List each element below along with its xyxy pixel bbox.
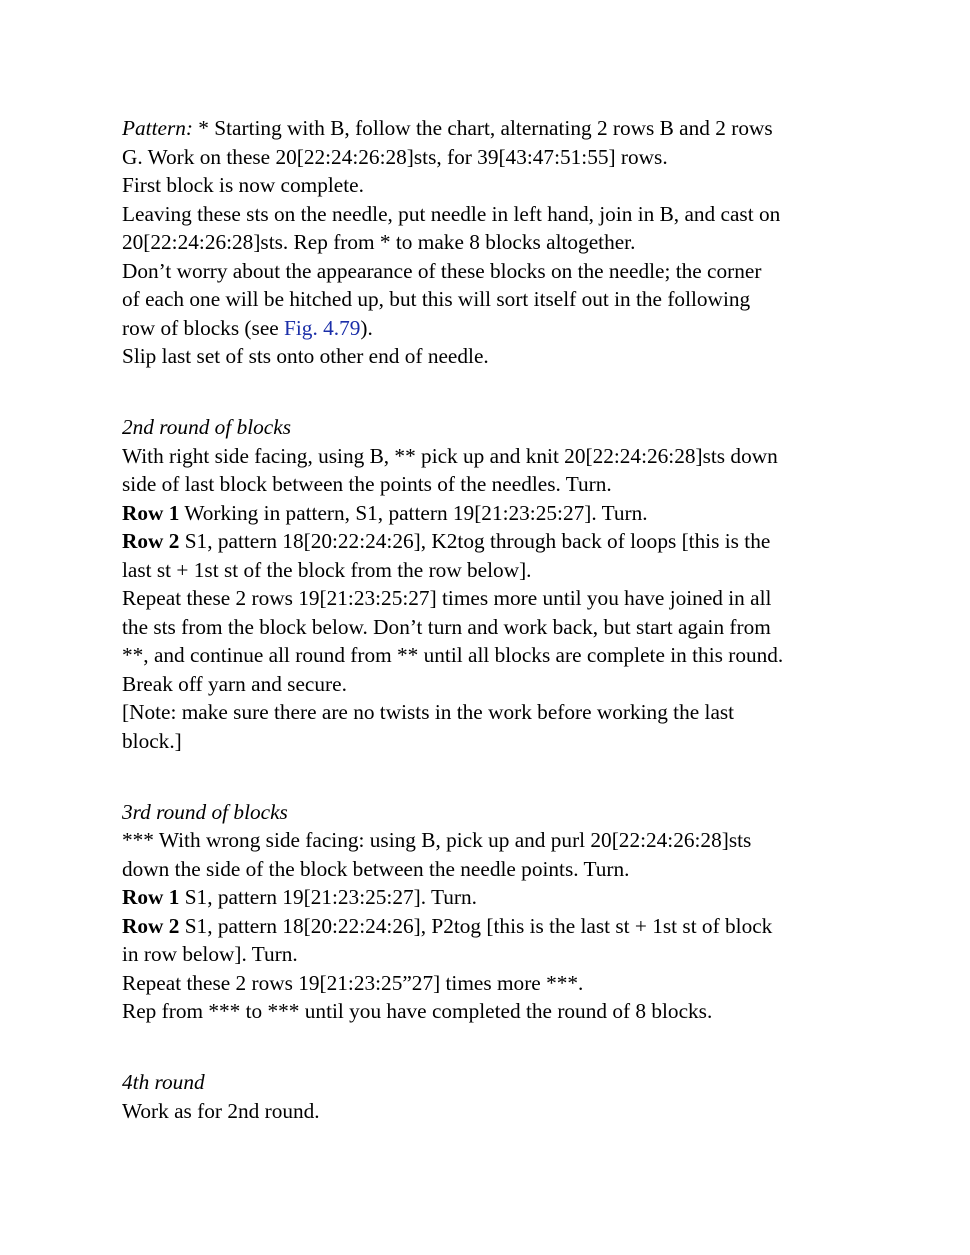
second-round-repeat-line: **, and continue all round from ** until all blocks are complete in this round. (122, 643, 784, 667)
third-round-intro-line: *** With wrong side facing: using B, pick up and purl 20[22:24:26:28]sts (122, 828, 752, 852)
figure-reference-line (122, 314, 862, 343)
third-round-closing-line: Repeat these 2 rows 19[21:23:25”27] times more ***. (122, 970, 584, 995)
pattern-text-line: Don’t worry about the appearance of these blocks on the needle; the corner (122, 258, 762, 283)
figure-link[interactable]: Fig. 4.79 (284, 315, 361, 340)
pattern-text-line: First block is now complete. (122, 173, 364, 197)
row-text: S1, pattern 18[20:22:24:26], P2tog [this is the last st + 1st st of block (179, 913, 773, 938)
section-spacer (122, 371, 862, 414)
row-text: S1, pattern 19[21:23:25:27]. Turn. (179, 885, 477, 909)
second-round-row2 (122, 527, 862, 556)
fourth-round-text: Work as for 2nd round. (122, 1098, 320, 1123)
pattern-text-line: * Starting with B, follow the chart, alternating 2 rows B and 2 rows (192, 116, 773, 140)
second-round-note-line: block.] (122, 728, 182, 753)
section-spacer (122, 755, 862, 798)
second-round-repeat-line: Repeat these 2 rows 19[21:23:25:27] times more until you have joined in all (122, 586, 772, 610)
second-round-intro-line: side of last block between the points of the needles. Turn. (122, 472, 612, 496)
pattern-text-line: Slip last set of sts onto other end of needle. (122, 344, 489, 368)
third-round-intro-line: down the side of the block between the needle points. Turn. (122, 856, 630, 881)
figure-ref-prefix: row of blocks (see (122, 315, 285, 340)
row-label: Row 1 (122, 885, 180, 909)
figure-ref-suffix: ). (360, 315, 373, 340)
second-round-repeat-line: Break off yarn and secure. (122, 671, 347, 696)
pattern-label: Pattern: (122, 116, 193, 140)
row-label: Row 2 (122, 913, 180, 938)
pattern-text-line: of each one will be hitched up, but this will sort itself out in the following (122, 287, 751, 311)
second-round-repeat-line: the sts from the block below. Don’t turn and work back, but start again from (122, 614, 771, 639)
second-round-note-line: [Note: make sure there are no twists in the work before working the last (122, 700, 735, 724)
third-round-row1 (122, 883, 862, 912)
third-round-row2 (122, 912, 862, 941)
third-round-row2-cont: in row below]. Turn. (122, 942, 298, 966)
pattern-first-line (122, 114, 862, 143)
second-round-row2-cont: last st + 1st st of the block from the row below]. (122, 557, 532, 582)
second-round-row1 (122, 499, 862, 528)
row-label: Row 2 (122, 529, 180, 553)
row-text: S1, pattern 18[20:22:24:26], K2tog through back of loops [this is the (179, 529, 771, 553)
pattern-text-line: 20[22:24:26:28]sts. Rep from * to make 8 blocks altogether. (122, 230, 636, 254)
third-round-heading: 3rd round of blocks (122, 799, 288, 824)
fourth-round-heading: 4th round (122, 1070, 205, 1094)
section-spacer (122, 1026, 862, 1069)
second-round-intro-line: With right side facing, using B, ** pick up and knit 20[22:24:26:28]sts down (122, 443, 778, 468)
pattern-text (122, 114, 862, 1125)
third-round-closing-line: Rep from *** to *** until you have completed the round of 8 blocks. (122, 999, 713, 1023)
row-text: Working in pattern, S1, pattern 19[21:23:25:27]. Turn. (179, 500, 648, 525)
row-label: Row 1 (122, 500, 180, 525)
pattern-text-line: G. Work on these 20[22:24:26:28]sts, for 39[43:47:51:55] rows. (122, 144, 668, 169)
second-round-heading: 2nd round of blocks (122, 415, 291, 439)
pattern-text-line: Leaving these sts on the needle, put needle in left hand, join in B, and cast on (122, 201, 781, 226)
